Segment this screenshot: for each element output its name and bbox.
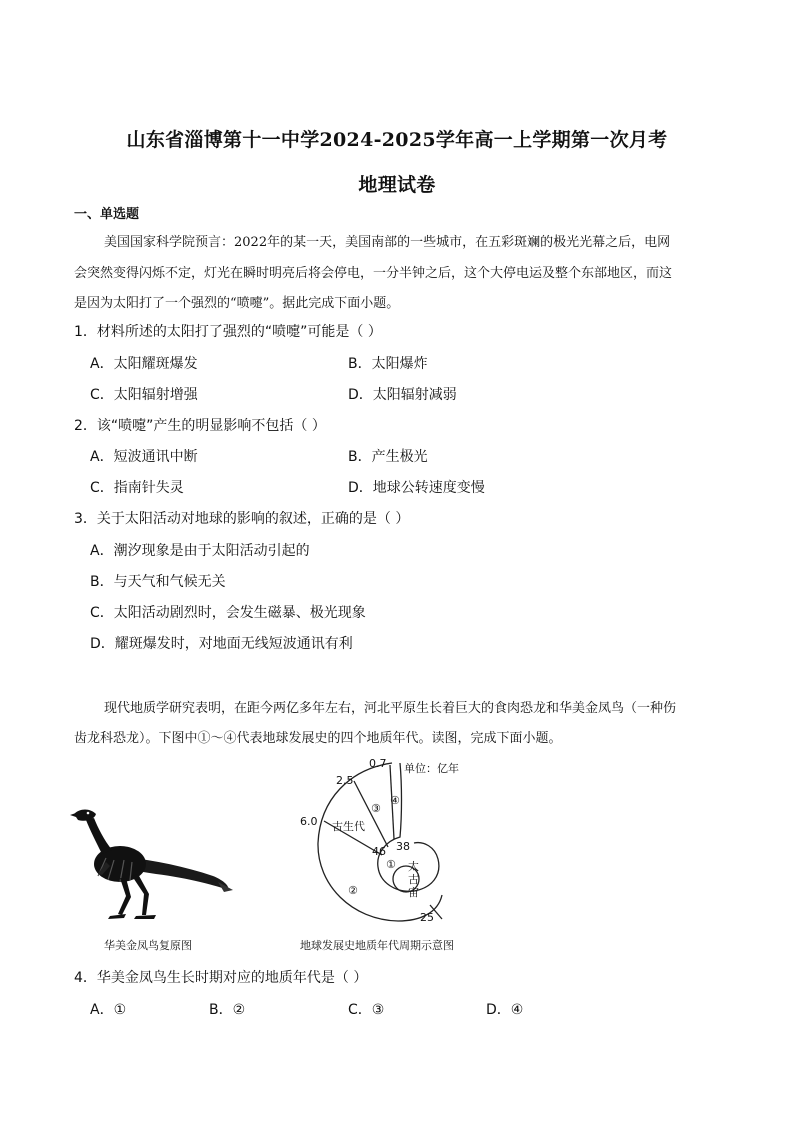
option-b[interactable]: B．太阳爆炸 — [348, 356, 428, 372]
dinosaur-caption: 华美金凤鸟复原图 — [104, 939, 192, 952]
age-label-25: 25 — [420, 911, 434, 924]
geologic-time-spiral-diagram — [290, 755, 490, 935]
eon-label-char: 古 — [408, 873, 419, 886]
period-2-label: ② — [348, 884, 358, 897]
option-a[interactable]: A．① — [90, 1002, 127, 1018]
age-label-38: 38 — [396, 840, 410, 853]
option-a[interactable]: A．太阳耀斑爆发 — [90, 356, 198, 372]
section-heading: 一、单选题 — [74, 207, 140, 222]
passage-line: 是因为太阳打了一个强烈的“喷嚏”。据此完成下面小题。 — [74, 296, 400, 311]
option-d[interactable]: D．④ — [486, 1002, 524, 1018]
option-b[interactable]: B．与天气和气候无关 — [90, 574, 226, 590]
option-c[interactable]: C．指南针失灵 — [90, 480, 184, 496]
passage-line: 齿龙科恐龙）。下图中①～④代表地球发展史的四个地质年代。读图，完成下面小题。 — [74, 731, 562, 746]
option-a[interactable]: A．短波通讯中断 — [90, 449, 198, 465]
option-b[interactable]: B．产生极光 — [348, 449, 428, 465]
era-label-paleozoic: 古生代 — [332, 820, 365, 833]
option-d[interactable]: D．耀斑爆发时，对地面无线短波通讯有利 — [90, 636, 353, 652]
eon-label-char: 太 — [408, 860, 419, 873]
option-c[interactable]: C．太阳活动剧烈时，会发生磁暴、极光现象 — [90, 605, 366, 621]
option-a[interactable]: A．潮汐现象是由于太阳活动引起的 — [90, 543, 310, 559]
eon-label-char: 宙 — [408, 886, 419, 899]
passage-line: 美国国家科学院预言：2022年的某一天，美国南部的一些城市，在五彩斑斓的极光光幕之后，电网 — [104, 235, 671, 250]
option-d[interactable]: D．地球公转速度变慢 — [348, 480, 485, 496]
age-label-0.7: 0.7 — [369, 757, 387, 770]
period-1-label: ① — [386, 858, 396, 871]
option-d[interactable]: D．太阳辐射减弱 — [348, 387, 457, 403]
diagram-caption: 地球发展史地质年代周期示意图 — [300, 939, 454, 952]
age-label-6.0: 6.0 — [300, 815, 318, 828]
dinosaur-illustration — [68, 802, 238, 927]
document-subtitle: 地理试卷 — [358, 174, 436, 196]
question-stem: 3．关于太阳活动对地球的影响的叙述，正确的是（ ） — [74, 511, 410, 527]
option-c[interactable]: C．③ — [348, 1002, 385, 1018]
period-3-label: ③ — [371, 802, 381, 815]
age-label-46: 46 — [372, 845, 386, 858]
question-stem: 2．该“喷嚏”产生的明显影响不包括（ ） — [74, 418, 326, 434]
passage-line: 会突然变得闪烁不定，灯光在瞬时明亮后将会停电，一分半钟之后，这个大停电运及整个东部地区，而这 — [74, 266, 673, 281]
option-b[interactable]: B．② — [209, 1002, 246, 1018]
question-stem: 1．材料所述的太阳打了强烈的“喷嚏”可能是（ ） — [74, 324, 382, 340]
unit-label: 单位：亿年 — [404, 762, 459, 775]
document-title: 山东省淄博第十一中学2024-2025学年高一上学期第一次月考 — [126, 129, 668, 151]
age-label-2.5: 2.5 — [336, 774, 354, 787]
option-c[interactable]: C．太阳辐射增强 — [90, 387, 198, 403]
question-stem: 4．华美金凤鸟生长时期对应的地质年代是（ ） — [74, 970, 368, 986]
passage-line: 现代地质学研究表明，在距今两亿多年左右，河北平原生长着巨大的食肉恐龙和华美金凤鸟（一种伤 — [104, 701, 677, 716]
period-4-label: ④ — [390, 794, 400, 807]
